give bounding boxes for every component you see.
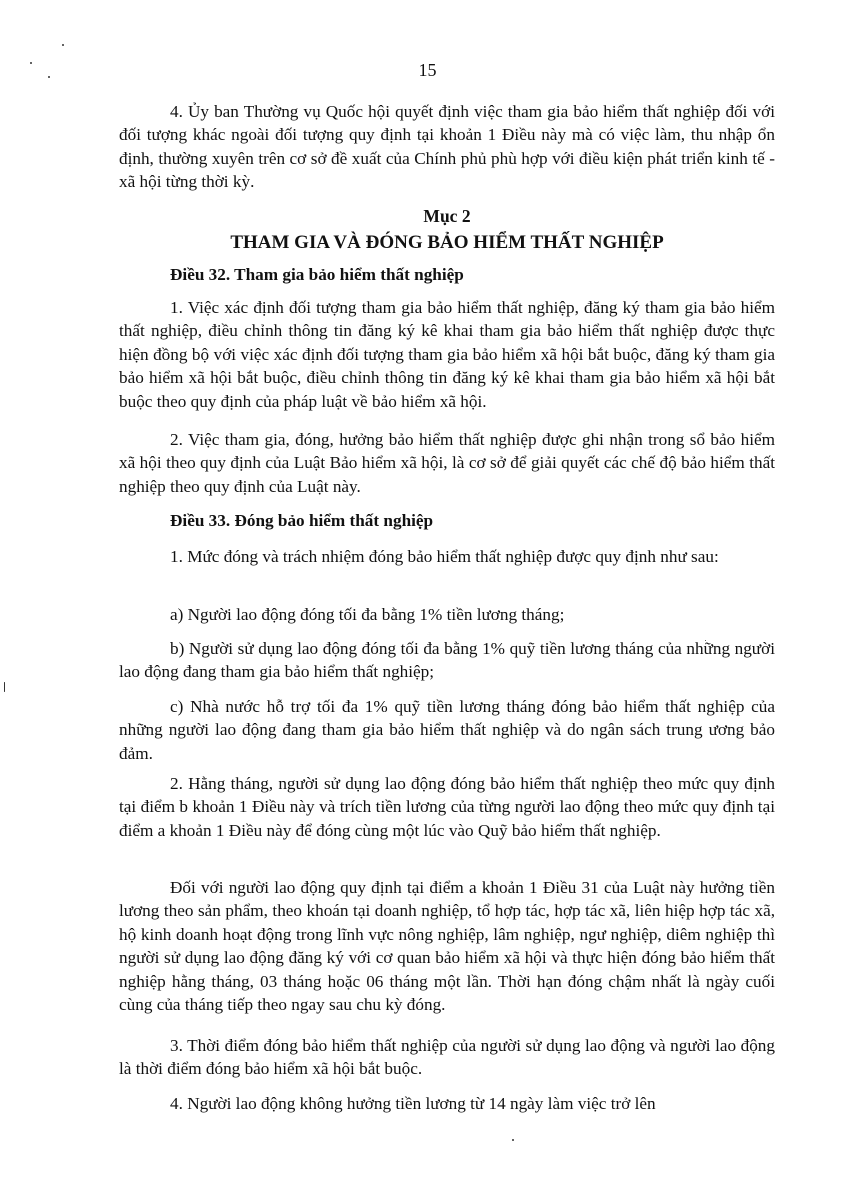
page-number: 15 <box>418 60 437 80</box>
scan-speck <box>62 44 64 46</box>
article-33-point-c: c) Nhà nước hỗ trợ tối đa 1% quỹ tiền lương tháng đóng bảo hiểm thất nghiệp của những người lao động đang tham gia bảo hiểm thất nghiệp và do ngân sách trung ương bảo đảm. <box>119 697 775 763</box>
article-32-paragraph-2: 2. Việc tham gia, đóng, hưởng bảo hiểm thất nghiệp được ghi nhận trong sổ bảo hiểm xã hội theo quy định của Luật Bảo hiểm xã hội, là cơ sở để giải quyết các chế độ bảo hiểm thất nghiệp theo quy định của Luật này. <box>119 430 775 496</box>
article-33-paragraph-1: 1. Mức đóng và trách nhiệm đóng bảo hiểm thất nghiệp được quy định như sau: <box>170 547 719 566</box>
article-33-paragraph-4: 4. Người lao động không hưởng tiền lương từ 14 ngày làm việc trở lên <box>170 1094 656 1113</box>
article-33-title: Điều 33. Đóng bảo hiểm thất nghiệp <box>170 511 434 530</box>
article-33-paragraph-2: 2. Hằng tháng, người sử dụng lao động đóng bảo hiểm thất nghiệp theo mức quy định tại điểm b khoản 1 Điều này và trích tiền lương của từng người lao động theo mức quy định tại điểm a khoản 1 Điều này để đóng cùng một lúc vào Quỹ bảo hiểm thất nghiệp. <box>119 774 775 840</box>
paragraph-intro-4: 4. Ủy ban Thường vụ Quốc hội quyết định việc tham gia bảo hiểm thất nghiệp đối với đối tượng khác ngoài đối tượng quy định tại khoản 1 Điều này mà có việc làm, thu nhập ổn định, thường xuyên trên cơ sở đề xuất của Chính phủ phù hợp với điều kiện phát triển kinh tế - xã hội từng thời kỳ. <box>119 102 775 192</box>
section-title: THAM GIA VÀ ĐÓNG BẢO HIỂM THẤT NGHIỆP <box>230 232 664 253</box>
article-33-paragraph-2b: Đối với người lao động quy định tại điểm a khoản 1 Điều 31 của Luật này hưởng tiền lương theo sản phẩm, theo khoán tại doanh nghiệp, tổ hợp tác, hợp tác xã, liên hiệp hợp tác xã, hộ kinh doanh hoạt động trong lĩnh vực nông nghiệp, lâm nghiệp, ngư nghiệp, diêm nghiệp thì người sử dụng lao động đăng ký với cơ quan bảo hiểm xã hội và thực hiện đóng bảo hiểm thất nghiệp hằng tháng, 03 tháng hoặc 06 tháng một lần. Thời hạn đóng chậm nhất là ngày cuối cùng của tháng tiếp theo ngay sau chu kỳ đóng. <box>119 878 775 1015</box>
section-label: Mục 2 <box>423 206 471 226</box>
article-32-paragraph-1: 1. Việc xác định đối tượng tham gia bảo hiểm thất nghiệp, đăng ký tham gia bảo hiểm thất nghiệp, điều chỉnh thông tin đăng ký kê khai tham gia bảo hiểm thất nghiệp được thực hiện đồng bộ với việc xác định đối tượng tham gia bảo hiểm xã hội bắt buộc, đăng ký tham gia bảo hiểm xã hội bắt buộc, điều chỉnh thông tin đăng ký kê khai tham gia bảo hiểm xã hội bắt buộc theo quy định của pháp luật về bảo hiểm xã hội. <box>119 298 775 411</box>
article-32-title: Điều 32. Tham gia bảo hiểm thất nghiệp <box>170 265 464 284</box>
scan-speck <box>512 1139 514 1141</box>
scan-speck <box>4 682 5 692</box>
article-33-point-b: b) Người sử dụng lao động đóng tối đa bằng 1% quỹ tiền lương tháng của những người lao động đang tham gia bảo hiểm thất nghiệp; <box>119 639 775 682</box>
article-33-paragraph-3: 3. Thời điểm đóng bảo hiểm thất nghiệp của người sử dụng lao động và người lao động là thời điểm đóng bảo hiểm xã hội bắt buộc. <box>119 1036 775 1079</box>
article-33-point-a: a) Người lao động đóng tối đa bằng 1% tiền lương tháng; <box>170 605 565 624</box>
